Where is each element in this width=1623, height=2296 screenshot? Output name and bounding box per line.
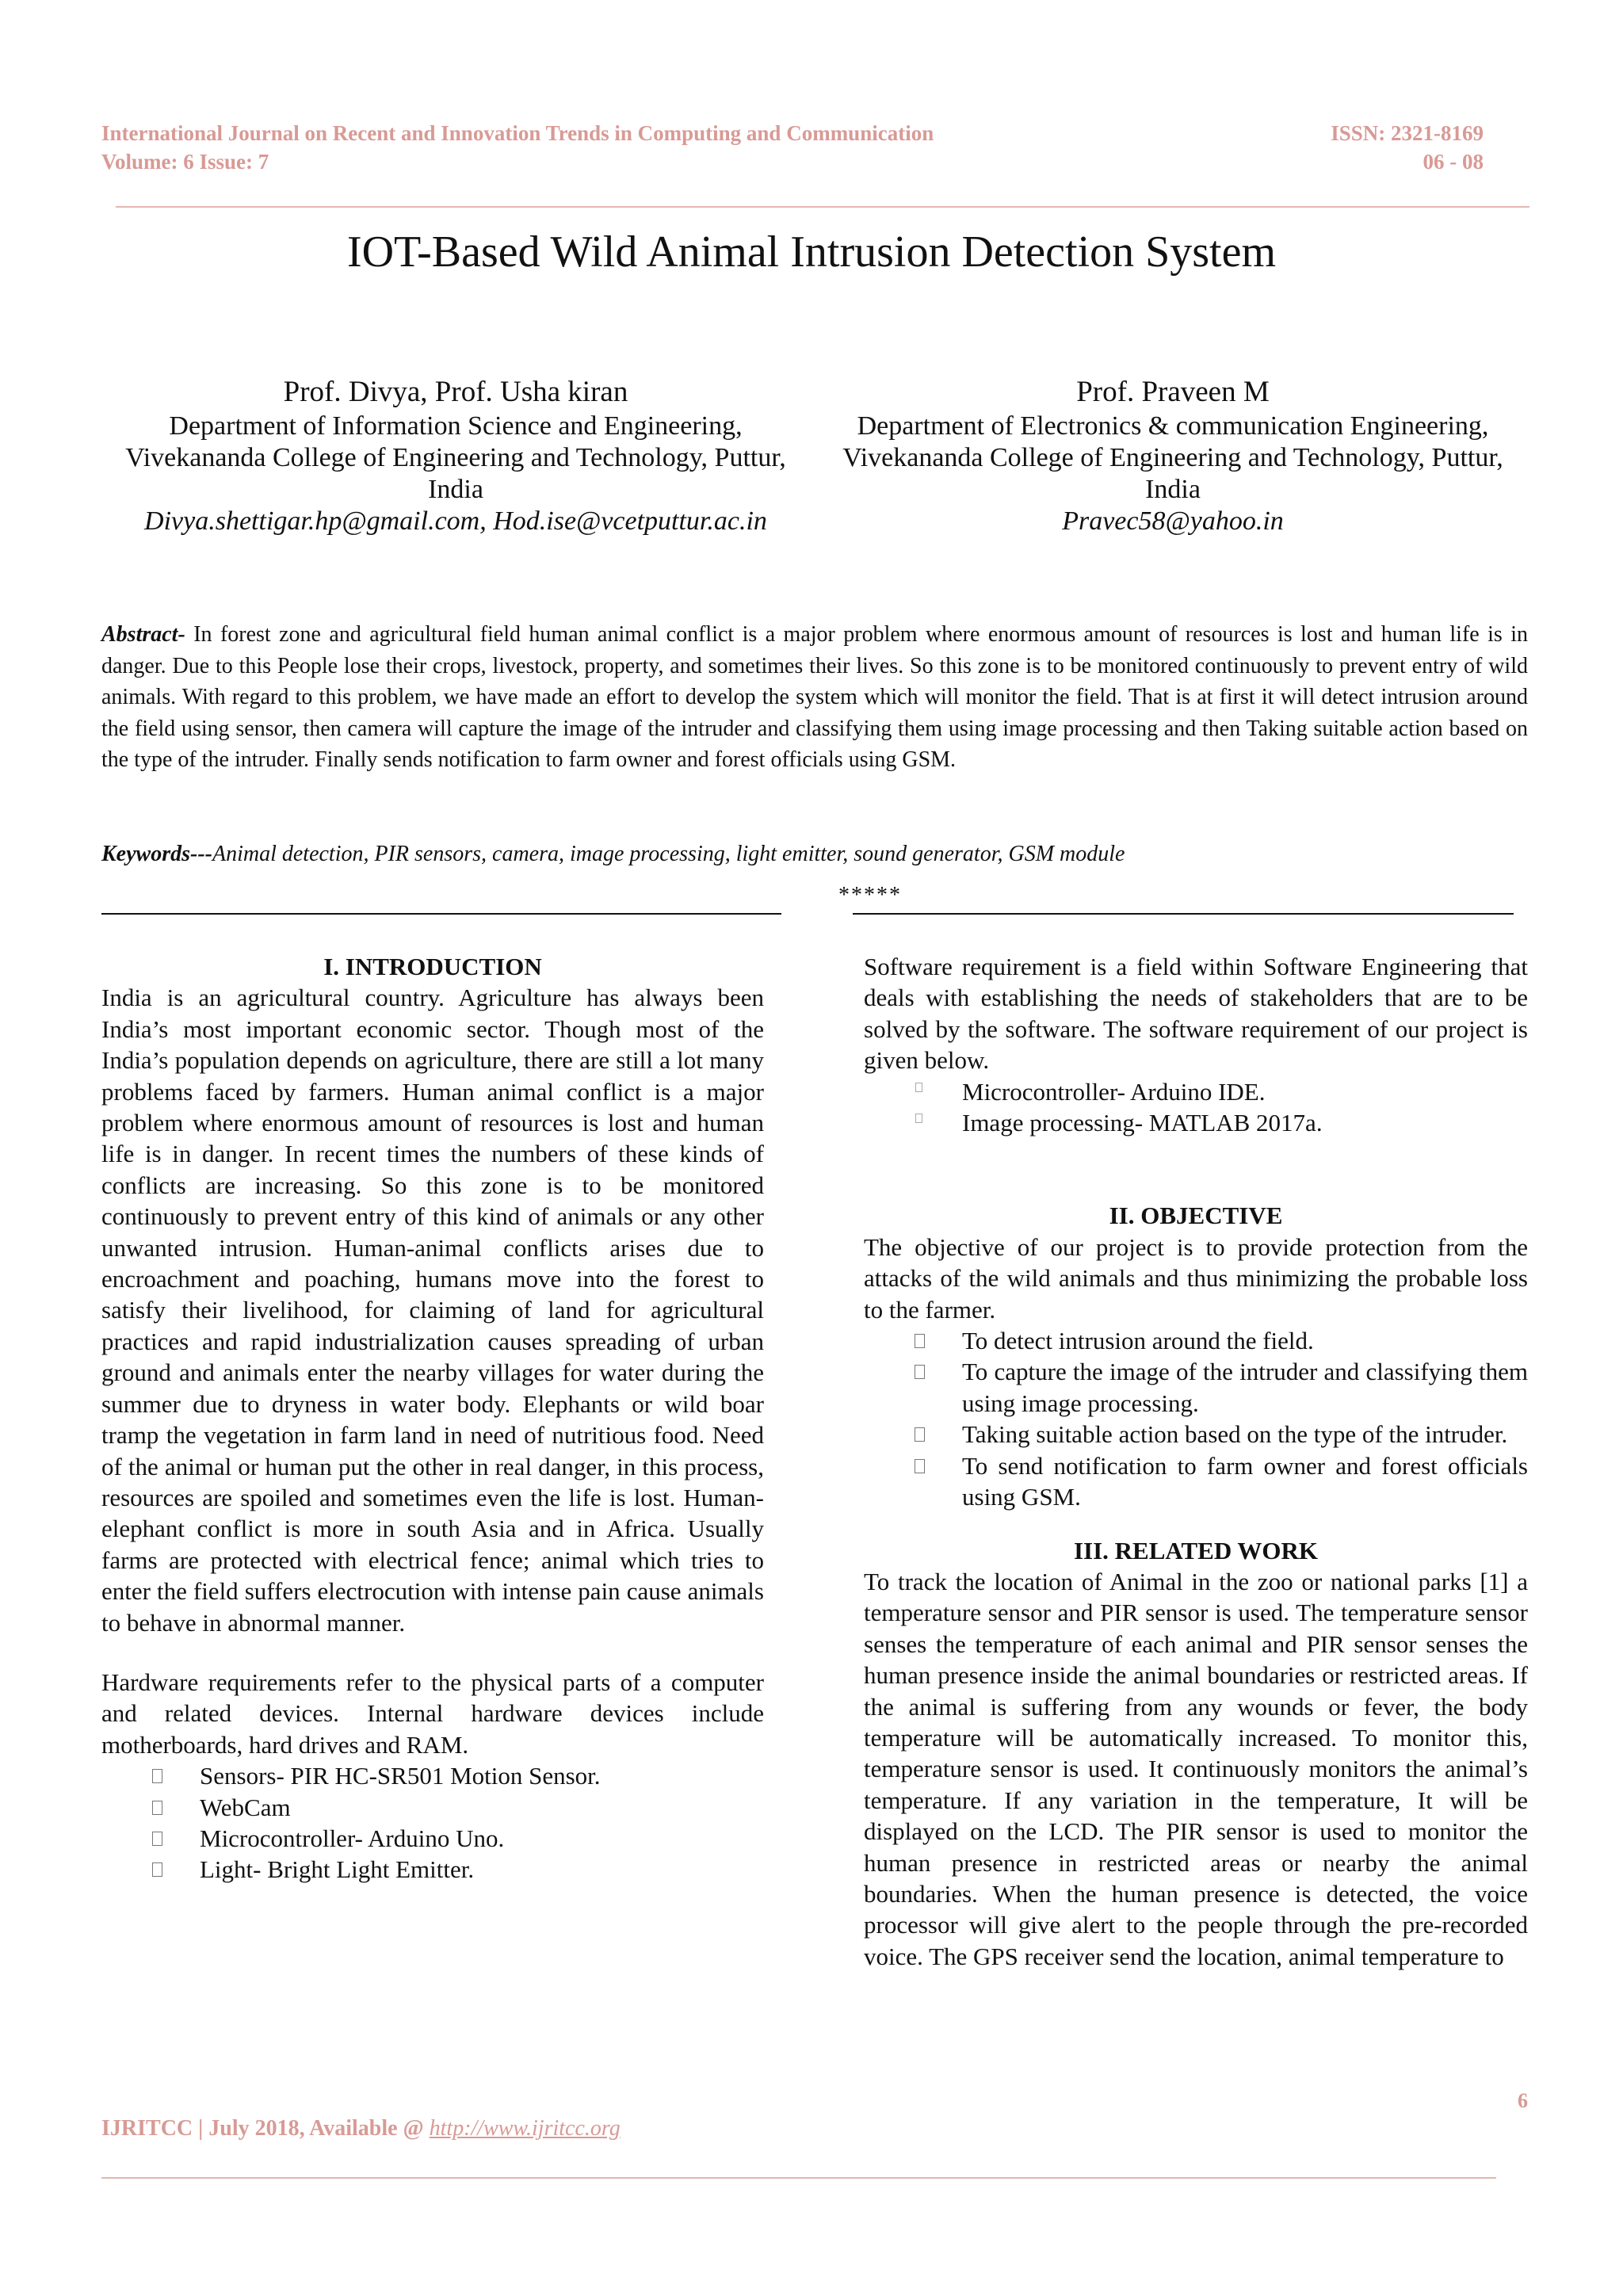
intro-heading: I. INTRODUCTION — [323, 953, 542, 980]
list-item: Light- Bright Light Emitter. — [101, 1854, 764, 1885]
author-email: Divya.shettigar.hp@gmail.com, Hod.ise@vcetputtur.ac.in — [144, 506, 767, 536]
author-college: Vivekananda College of Engineering and Technology, Puttur, — [842, 443, 1503, 472]
section-separator — [101, 878, 1514, 913]
bullet-box-icon — [152, 1769, 162, 1783]
footer-text: IJRITCC | July 2018, Available @ — [101, 2116, 430, 2141]
author-country: India — [1145, 475, 1201, 504]
list-item: To capture the image of the intruder and classifying them using image processing. — [864, 1356, 1528, 1419]
page-range: 06 - 08 — [1423, 150, 1484, 174]
bullet-box-icon — [152, 1801, 162, 1815]
software-paragraph: Software requirement is a field within Software Engineering that deals with establishing the needs of stakeholders that are to be solved by the software. The software requirement of our project is given below. — [864, 953, 1528, 1075]
left-column — [101, 951, 764, 1885]
paper-title: IOT-Based Wild Animal Intrusion Detection System — [346, 227, 1277, 277]
intro-paragraph: India is an agricultural country. Agriculture has always been India’s most important economic sector. Though most of the India’s population depends on agriculture, there are still a lot many problems faced by farmers. Human animal conflict is a major problem where enormous amount of resources is lost and human life is in danger. In recent times the numbers of these kinds of conflicts are increasing. So this zone is to be monitored continuously to prevent entry of this kind of animals or any other unwanted intrusion. Human-animal conflicts arises due to encroachment and poaching, humans move into the forest to satisfy their livelihood, for claiming of land for agricultural practices and rapid industrialization causes spreading of urban ground and animals enter the nearby villages for water during the summer due to dryness in water body. Elephants or wild boar tramp the vegetation in farm land in need of nutritious food. Need of the animal or human put the other in real danger, in this process, resources are spoiled and sometimes even the life is lost. Human-elephant conflict is more in south Asia and in Africa. Usually farms are protected with electrical fence; animal which tries to enter the field suffers electrocution with intense pain cause animals to behave in abnormal manner. — [101, 984, 764, 1637]
abstract — [101, 619, 1528, 776]
keywords-label: Keywords--- — [101, 842, 212, 866]
bullet-box-icon — [152, 1862, 162, 1877]
list-item: To detect intrusion around the field. — [864, 1325, 1528, 1356]
author-block-1 — [95, 374, 816, 537]
separator-stars: ***** — [838, 883, 902, 907]
hardware-list — [101, 1760, 764, 1885]
bullet-box-icon — [152, 1832, 162, 1846]
journal-link[interactable]: http://www.ijritcc.org — [429, 2116, 621, 2141]
objective-paragraph: The objective of our project is to provide protection from the attacks of the wild animals and thus minimizing the probable loss to the farmer. — [864, 1232, 1528, 1324]
hardware-paragraph: Hardware requirements refer to the physical parts of a computer and related devices. Internal hardware devices include motherboards, hard drives and RAM. — [101, 1668, 764, 1759]
bullet-box-icon — [915, 1334, 925, 1348]
right-column — [864, 951, 1528, 1972]
objective-heading: II. OBJECTIVE — [1109, 1201, 1283, 1230]
software-list — [864, 1076, 1528, 1139]
footer — [101, 2115, 621, 2143]
author-email: Pravec58@yahoo.in — [1062, 506, 1284, 536]
list-item: Microcontroller- Arduino Uno. — [101, 1823, 764, 1854]
keywords-text: Animal detection, PIR sensors, camera, image processing, light emitter, sound generator, GSM module — [212, 842, 1125, 866]
list-item: Sensors- PIR HC-SR501 Motion Sensor. — [101, 1760, 764, 1791]
author-college: Vivekananda College of Engineering and Technology, Puttur, — [125, 443, 786, 472]
abstract-text: In forest zone and agricultural field human animal conflict is a major problem where enormous amount of resources is lost and human life is in danger. Due to this People lose their crops, livestock, property, and sometimes their lives. So this zone is to be monitored continuously to prevent entry of wild animals. With regard to this problem, we have made an effort to develop the system which will monitor the field. That is at first it will detect intrusion around the field using sensor, then camera will capture the image of the intruder and classifying them using image processing and then Taking suitable action based on the type of the intruder. Finally sends notification to farm owner and forest officials using GSM. — [101, 622, 1528, 773]
bullet-box-icon — [915, 1459, 925, 1473]
bullet-box-icon — [915, 1083, 922, 1092]
header-left — [101, 119, 934, 176]
objective-list — [864, 1325, 1528, 1512]
list-item: WebCam — [101, 1792, 764, 1823]
footer-divider — [101, 2177, 1496, 2179]
keywords — [101, 839, 1528, 870]
related-work-paragraph: To track the location of Animal in the zoo or national parks [1] a temperature sensor and PIR sensor is used. The temperature sensor senses the temperature of each animal and PIR sensor senses the human presence inside the animal boundaries or restricted areas. If the animal is suffering from any wounds or fever, the body temperature will be automatically increased. To monitor this, temperature sensor is used. It continuously monitors the animal’s temperature. If any variation in the temperature, It will be displayed on the LCD. The PIR sensor is used to monitor the human presence in restricted areas or nearby the animal boundaries. When the human presence is detected, the voice processor will give alert to the people through the pre-recorded voice. The GPS receiver send the location, animal temperature to — [864, 1567, 1528, 1970]
volume-issue: Volume: 6 Issue: 7 — [101, 150, 269, 174]
separator-line-left — [101, 913, 781, 915]
list-item: Microcontroller- Arduino IDE. — [864, 1076, 1528, 1107]
author-country: India — [428, 475, 483, 504]
issn: ISSN: 2321-8169 — [1331, 121, 1484, 145]
list-item: To send notification to farm owner and forest officials using GSM. — [864, 1450, 1528, 1513]
journal-name: International Journal on Recent and Innovation Trends in Computing and Communication — [101, 121, 934, 145]
bullet-box-icon — [915, 1427, 925, 1442]
author-block-2 — [816, 374, 1529, 537]
author-name: Prof. Praveen M — [1076, 376, 1270, 408]
related-work-heading: III. RELATED WORK — [1073, 1536, 1319, 1564]
bullet-box-icon — [915, 1365, 925, 1379]
bullet-box-icon — [915, 1114, 922, 1123]
list-item: Image processing- MATLAB 2017a. — [864, 1107, 1528, 1138]
page-number: 6 — [1518, 2089, 1528, 2112]
author-department: Department of Electronics & communication Engineering, — [857, 411, 1489, 441]
header-right — [1331, 119, 1484, 176]
abstract-label: Abstract- — [101, 622, 185, 647]
author-department: Department of Information Science and Engineering, — [169, 411, 743, 441]
separator-line-right — [853, 913, 1514, 915]
list-item: Taking suitable action based on the type of the intruder. — [864, 1419, 1528, 1450]
header-divider — [116, 206, 1529, 208]
author-name: Prof. Divya, Prof. Usha kiran — [283, 376, 628, 408]
